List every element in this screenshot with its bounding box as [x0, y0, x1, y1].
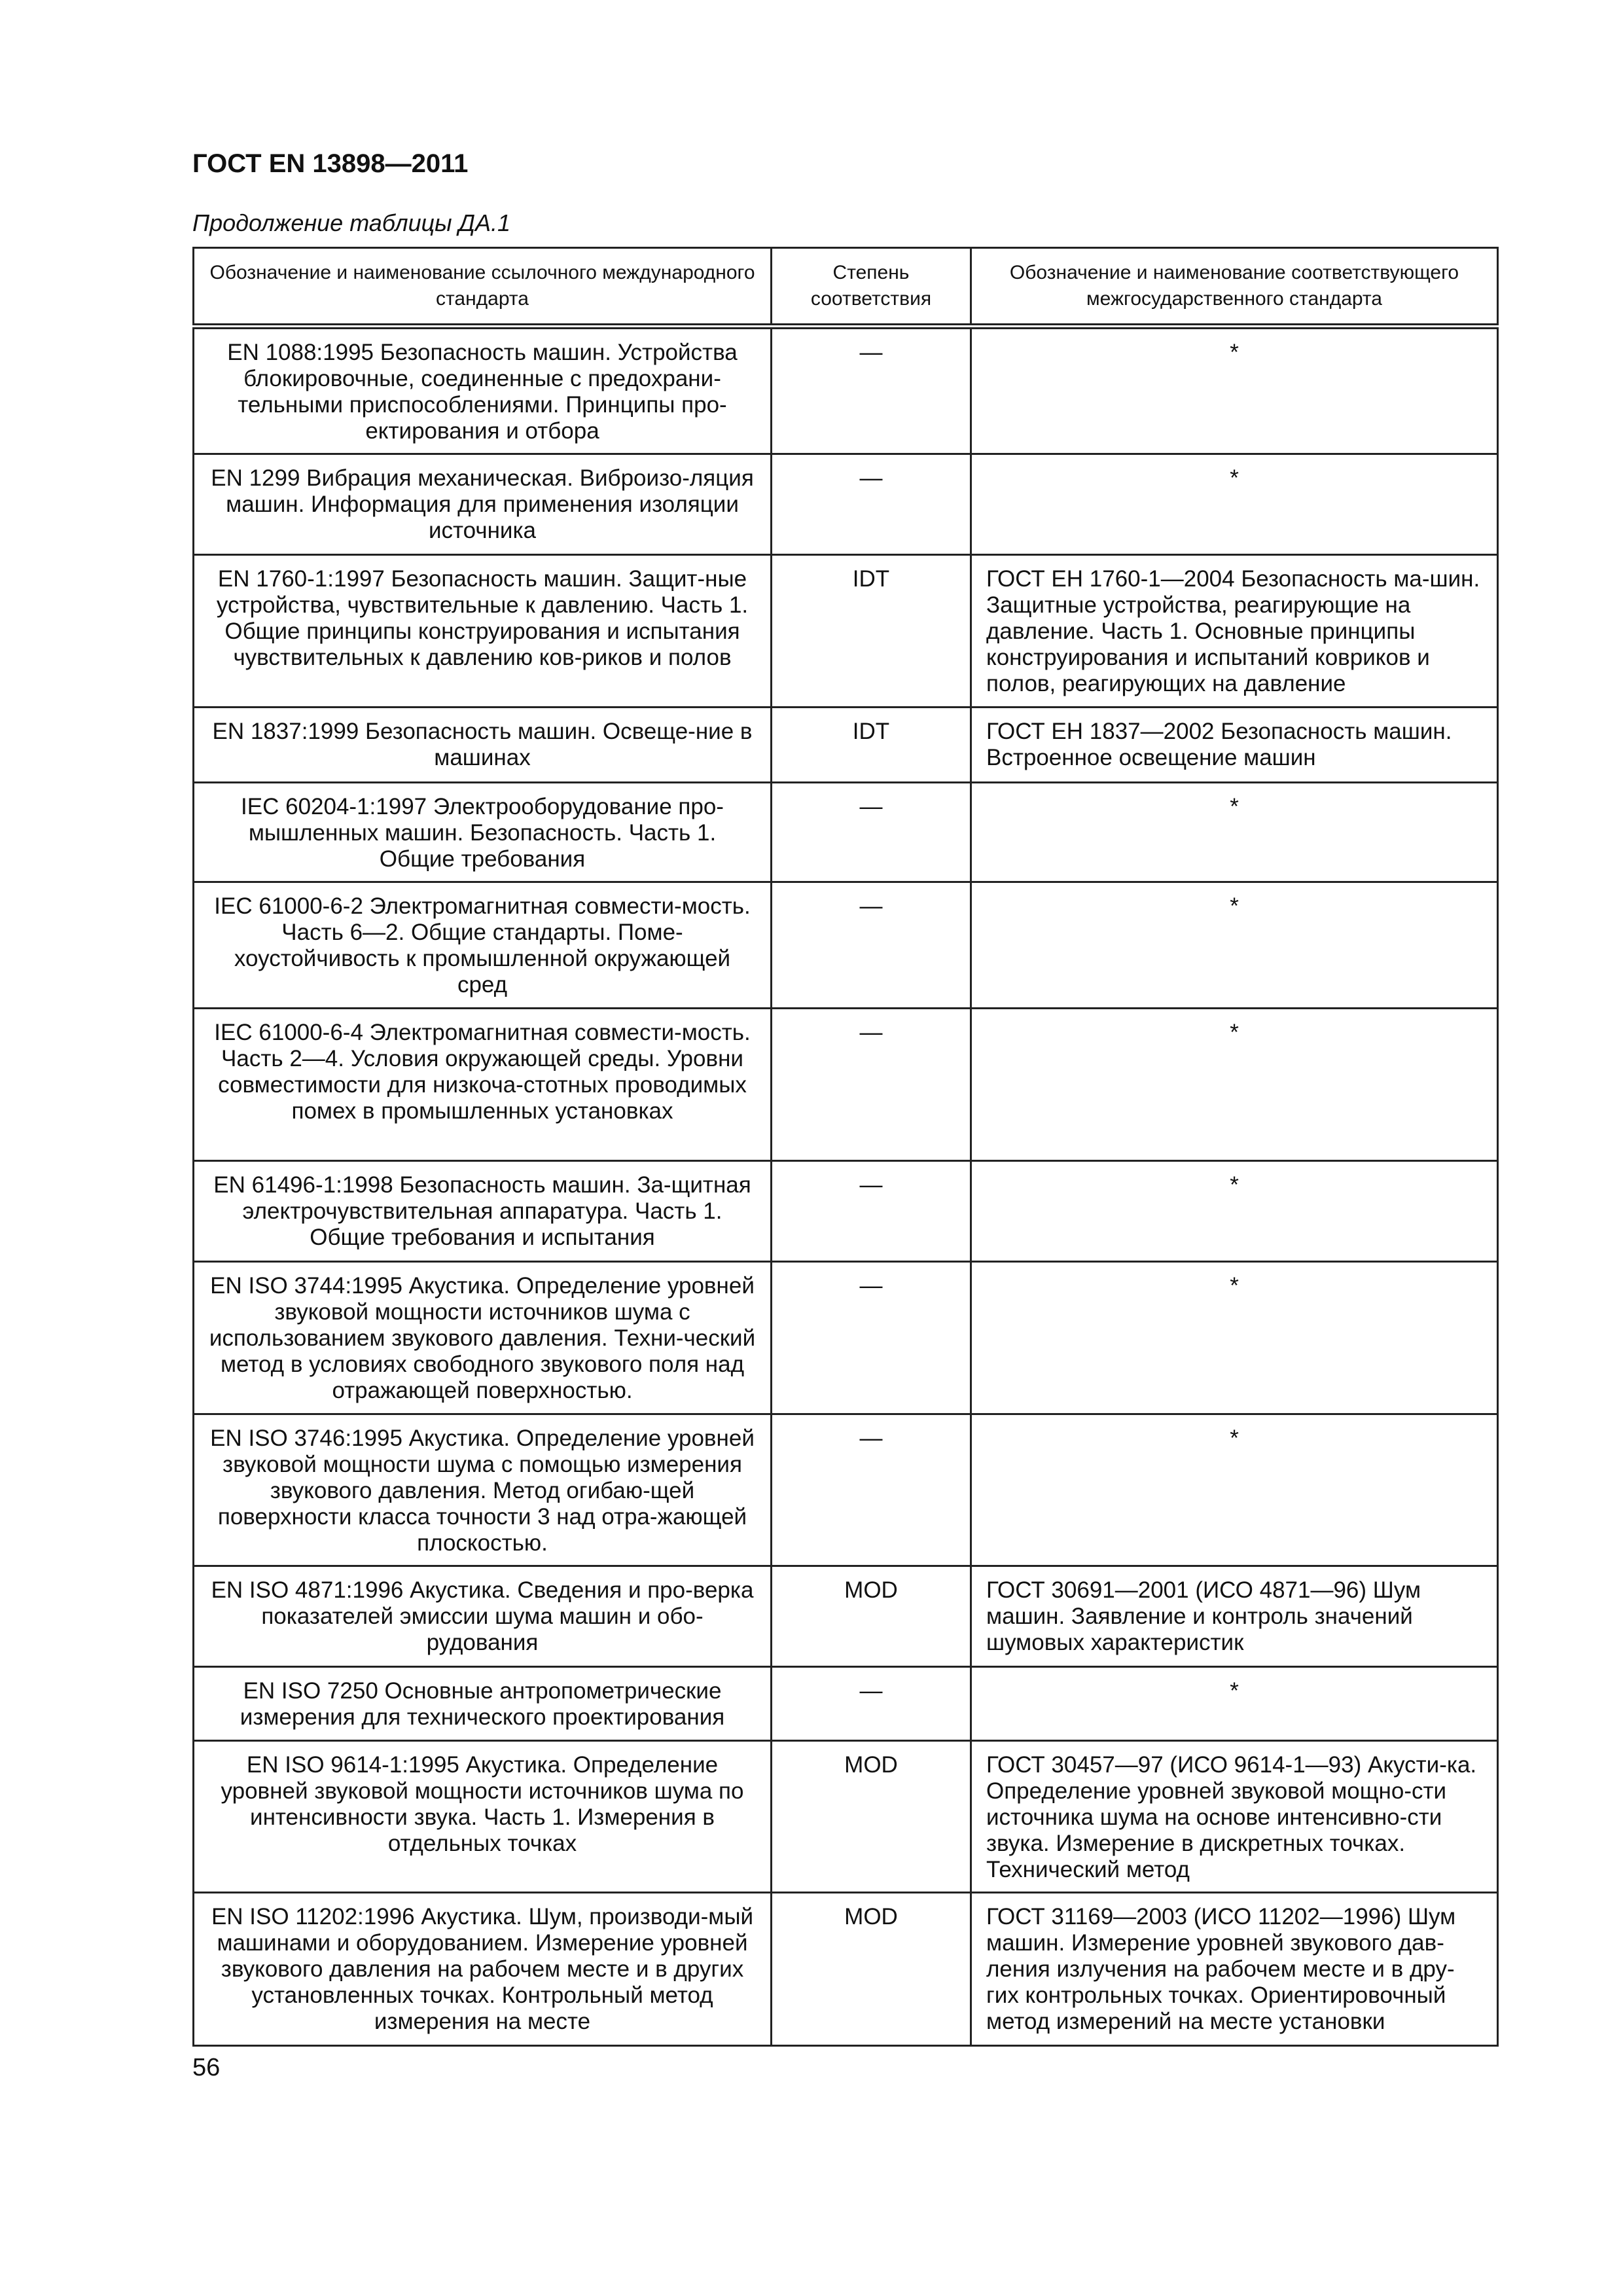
gost-cell: * [971, 1161, 1498, 1262]
degree-cell: — [772, 327, 971, 454]
reference-cell: EN ISO 3746:1995 Акустика. Определение уровней звуковой мощности шума с помощью измерения звукового давления. Метод огибаю-щей поверхности класса точности 3 над отра-жающей плоскостью. [194, 1414, 772, 1566]
table-row [194, 708, 1498, 783]
reference-cell: IEC 61000-6-2 Электромагнитная совмести-мость. Часть 6—2. Общие стандарты. Поме-хоустойчивость к промышленной окружающей сред [194, 882, 772, 1009]
reference-cell: IEC 60204-1:1997 Электрооборудование про-мышленных машин. Безопасность. Часть 1. Общие требования [194, 783, 772, 882]
gost-cell: * [971, 1009, 1498, 1161]
column-header-interstate-standard: Обозначение и наименование соответствующего межгосударственного стандарта [971, 248, 1498, 327]
reference-cell: EN 1088:1995 Безопасность машин. Устройства блокировочные, соединенные с предохрани-тельными приспособлениями. Принципы про-ектирования и отбора [194, 327, 772, 454]
gost-cell: * [971, 783, 1498, 882]
degree-cell: — [772, 783, 971, 882]
degree-cell: — [772, 1009, 971, 1161]
degree-cell: — [772, 1667, 971, 1741]
gost-cell: * [971, 1414, 1498, 1566]
table-row [194, 1741, 1498, 1893]
table-row [194, 1667, 1498, 1741]
reference-cell: EN 1760-1:1997 Безопасность машин. Защит-ные устройства, чувствительные к давлению. Часть 1. Общие принципы конструирования и испытания чувствительных к давлению ков-риков и полов [194, 555, 772, 708]
degree-cell: — [772, 454, 971, 555]
degree-cell: — [772, 882, 971, 1009]
degree-cell: IDT [772, 708, 971, 783]
table-row [194, 1161, 1498, 1262]
reference-cell: EN 1299 Вибрация механическая. Виброизо-ляция машин. Информация для применения изоляции источника [194, 454, 772, 555]
table-row [194, 454, 1498, 555]
table-row [194, 1262, 1498, 1414]
gost-cell: ГОСТ 30691—2001 (ИСО 4871—96) Шум машин. Заявление и контроль значений шумовых характеристик [971, 1566, 1498, 1667]
table-row [194, 1009, 1498, 1161]
gost-cell: * [971, 1667, 1498, 1741]
gost-cell: * [971, 327, 1498, 454]
gost-cell: ГОСТ ЕН 1837—2002 Безопасность машин. Встроенное освещение машин [971, 708, 1498, 783]
reference-cell: EN ISO 11202:1996 Акустика. Шум, производи-мый машинами и оборудованием. Измерение уровней звукового давления на рабочем месте и в других установленных точках. Контрольный метод измерения на месте [194, 1893, 772, 2046]
reference-cell: EN 1837:1999 Безопасность машин. Освеще-ние в машинах [194, 708, 772, 783]
document-code: ГОСТ EN 13898—2011 [192, 149, 469, 178]
reference-cell: EN ISO 7250 Основные антропометрические измерения для технического проектирования [194, 1667, 772, 1741]
reference-cell: EN ISO 9614-1:1995 Акустика. Определение уровней звуковой мощности источников шума по интенсивности звука. Часть 1. Измерения в отдельных точках [194, 1741, 772, 1893]
table-row [194, 555, 1498, 708]
gost-cell: * [971, 882, 1498, 1009]
table-row [194, 783, 1498, 882]
table-caption: Продолжение таблицы ДА.1 [192, 209, 511, 236]
reference-cell: EN ISO 3744:1995 Акустика. Определение уровней звуковой мощности источников шума с использованием звукового давления. Техни-ческий метод в условиях свободного звукового поля над отражающей поверхностью. [194, 1262, 772, 1414]
column-header-degree-of-conformity: Степень соответствия [772, 248, 971, 327]
reference-cell: IEC 61000-6-4 Электромагнитная совмести-мость. Часть 2—4. Условия окружающей среды. Уровни совместимости для низкоча-стотных проводимых помех в промышленных установках [194, 1009, 772, 1161]
gost-cell: ГОСТ 31169—2003 (ИСО 11202—1996) Шум машин. Измерение уровней звукового дав-ления излучения на рабочем месте и в дру-гих контрольных точках. Ориентировочный метод измерений на месте установки [971, 1893, 1498, 2046]
page-number: 56 [192, 2054, 221, 2081]
degree-cell: MOD [772, 1741, 971, 1893]
reference-cell: EN ISO 4871:1996 Акустика. Сведения и про-верка показателей эмиссии шума машин и обо-рудования [194, 1566, 772, 1667]
table-row [194, 1414, 1498, 1566]
table-row [194, 327, 1498, 454]
table-row [194, 882, 1498, 1009]
gost-cell: * [971, 454, 1498, 555]
gost-cell: ГОСТ 30457—97 (ИСО 9614-1—93) Акусти-ка. Определение уровней звуковой мощно-сти источника шума на основе интенсивно-сти звука. Измерение в дискретных точках. Технический метод [971, 1741, 1498, 1893]
table-row [194, 1893, 1498, 2046]
reference-standards-table [192, 247, 1499, 2047]
gost-cell: * [971, 1262, 1498, 1414]
degree-cell: — [772, 1414, 971, 1566]
degree-cell: IDT [772, 555, 971, 708]
table-body [194, 327, 1498, 2046]
degree-cell: — [772, 1161, 971, 1262]
degree-cell: — [772, 1262, 971, 1414]
gost-cell: ГОСТ ЕН 1760-1—2004 Безопасность ма-шин. Защитные устройства, реагирующие на давление. Часть 1. Основные принципы конструирования и испытаний ковриков и полов, реагирующих на давление [971, 555, 1498, 708]
reference-cell: EN 61496-1:1998 Безопасность машин. За-щитная электрочувствительная аппаратура. Часть 1. Общие требования и испытания [194, 1161, 772, 1262]
table-header-row [194, 248, 1498, 327]
degree-cell: MOD [772, 1566, 971, 1667]
table-row [194, 1566, 1498, 1667]
degree-cell: MOD [772, 1893, 971, 2046]
column-header-reference-standard: Обозначение и наименование ссылочного международного стандарта [194, 248, 772, 327]
